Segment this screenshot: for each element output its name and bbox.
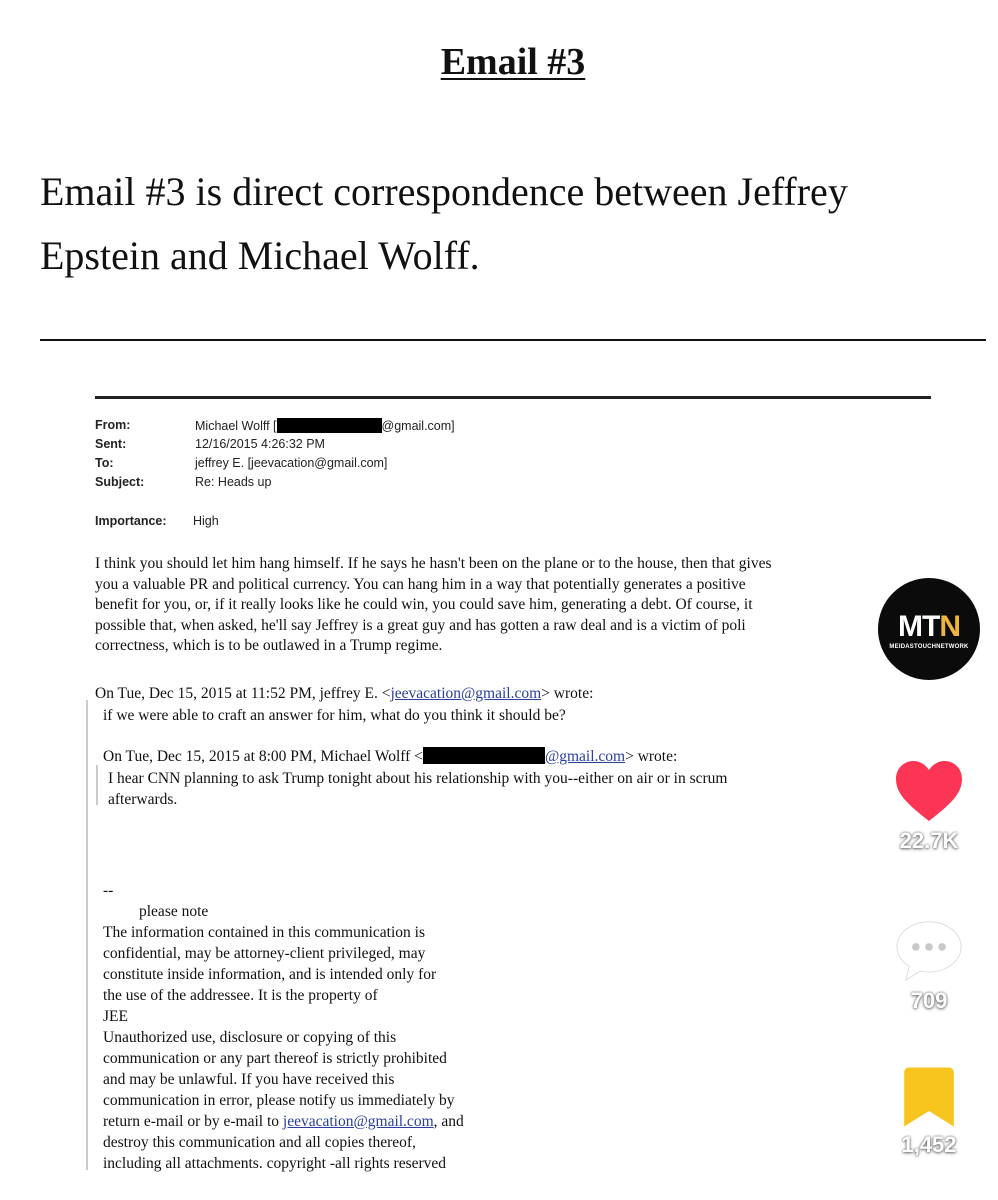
signature-line: and may be unlawful. If you have received this: [103, 1071, 395, 1088]
document-title: Email #3: [440, 41, 586, 83]
badge-logo: MTN: [898, 610, 960, 643]
bookmark-icon: [901, 1066, 957, 1128]
quote-text: if we were able to craft an answer for him, what do you think it should be?: [103, 707, 566, 724]
signature-line: Unauthorized use, disclosure or copying of this: [103, 1029, 397, 1046]
importance-value: High: [193, 514, 219, 528]
signature-line: constitute inside information, and is intended only for: [103, 966, 437, 983]
email-signature: [103, 880, 464, 1174]
redaction-bar: [277, 418, 382, 433]
signature-note: please note: [139, 903, 209, 920]
header-label: Subject:: [95, 475, 145, 489]
divider: [40, 339, 986, 341]
quote-header: On Tue, Dec 15, 2015 at 8:00 PM, Michael Wolff < @gmail.com> wrote:: [103, 748, 678, 765]
save-count: 1,452: [901, 1132, 957, 1157]
intro-paragraph: [40, 160, 940, 288]
signature-line: communication in error, please notify us immediately by: [103, 1092, 455, 1109]
header-value: Re: Heads up: [195, 475, 272, 489]
signature-line: JEE: [103, 1008, 128, 1025]
body-line: I think you should let him hang himself. If he says he hasn't been on the plane or to the house, then that gives: [95, 555, 772, 572]
header-value: Michael Wolff [ @gmail.com]: [195, 419, 455, 433]
signature-line: return e-mail or by e-mail to jeevacation@gmail.com, and: [103, 1113, 464, 1130]
body-line: benefit for you, or, if it really looks like he could win, you could save him, generating a debt. Of course, it: [95, 596, 753, 613]
header-value: jeffrey E. [jeevacation@gmail.com]: [195, 456, 388, 470]
email-link[interactable]: jeevacation@gmail.com: [390, 685, 542, 702]
comment-icon: [894, 918, 964, 984]
importance-row: [95, 514, 219, 528]
signature-line: communication or any part thereof is strictly prohibited: [103, 1050, 447, 1067]
signature-line: destroy this communication and all copies thereof,: [103, 1134, 416, 1151]
header-label: From:: [95, 418, 131, 432]
quote-bar: [96, 765, 98, 805]
redaction-bar: [423, 747, 545, 764]
signature-line: The information contained in this communication is: [103, 924, 425, 941]
body-line: you a valuable PR and political currency. You can hang him in a way that potentially generates a positive: [95, 575, 746, 593]
email-link[interactable]: jeevacation@gmail.com: [282, 1113, 434, 1130]
comment-button[interactable]: [879, 918, 979, 1014]
intro-line: Email #3 is direct correspondence between Jeffrey: [40, 169, 848, 214]
signature-line: including all attachments. copyright -all rights reserved: [103, 1155, 447, 1172]
comment-count: 709: [910, 988, 948, 1013]
signature-line: the use of the addressee. It is the property of: [103, 987, 378, 1004]
quote-bar: [86, 700, 88, 1170]
header-value: 12/16/2015 4:26:32 PM: [195, 437, 325, 451]
signature-line: confidential, may be attorney-client privileged, may: [103, 945, 426, 962]
intro-line: Epstein and Michael Wolff.: [40, 233, 480, 278]
like-button[interactable]: [879, 758, 979, 854]
badge-subtitle: MEIDASTOUCHNETWORK: [889, 644, 969, 650]
save-button[interactable]: [879, 1066, 979, 1158]
email-divider: [95, 396, 931, 399]
channel-avatar[interactable]: [878, 578, 980, 680]
importance-label: Importance:: [95, 514, 167, 528]
signature-dashes: --: [103, 882, 114, 899]
quote-text: I hear CNN planning to ask Trump tonight about his relationship with you--either on air or in scrum afterwards.: [108, 770, 728, 808]
header-label: Sent:: [95, 437, 127, 451]
quote-header: On Tue, Dec 15, 2015 at 11:52 PM, jeffrey E. <jeevacation@gmail.com> wrote:: [95, 685, 594, 702]
email-link[interactable]: @gmail.com: [544, 748, 626, 765]
header-label: To:: [95, 456, 114, 470]
email-body: [95, 554, 915, 657]
heart-icon: [893, 758, 965, 824]
like-count: 22.7K: [899, 828, 959, 853]
body-line: possible that, when asked, he'll say Jeffrey is a great guy and has gotten a raw deal and is a victim of poli: [95, 616, 746, 634]
body-line: correctness, which is to be outlawed in a Trump regime.: [95, 637, 443, 654]
